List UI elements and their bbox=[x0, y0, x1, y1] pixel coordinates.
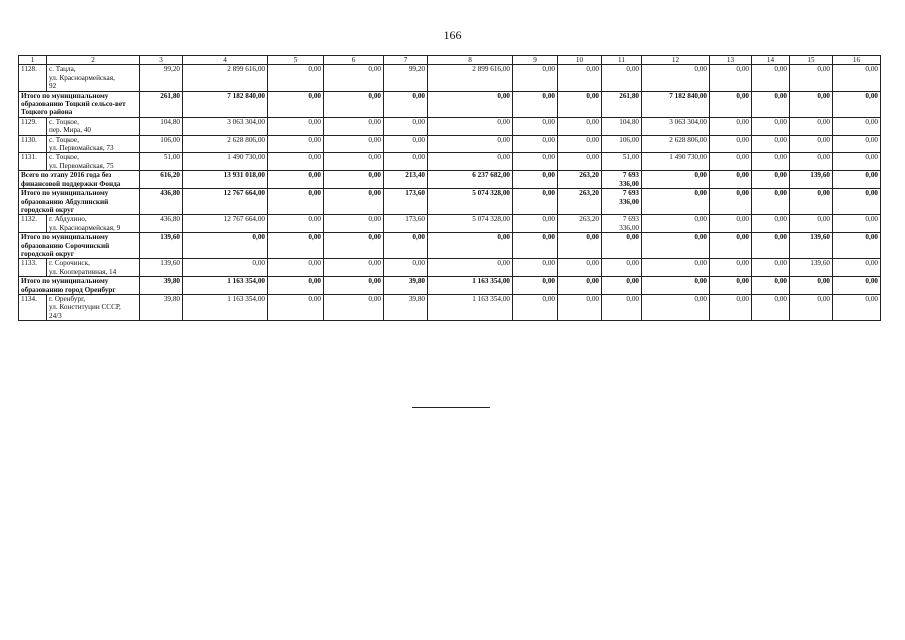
value-cell-col-10: 0,00 bbox=[558, 233, 602, 259]
value-cell-col-15: 0,00 bbox=[790, 215, 833, 233]
value-cell-col-11: 106,00 bbox=[602, 135, 642, 153]
value-cell-col-4: 13 931 018,00 bbox=[183, 171, 268, 189]
value-cell-col-14: 0,00 bbox=[752, 233, 790, 259]
total-label: Итого по муниципальному образованию город Оренбург bbox=[19, 277, 140, 295]
value-cell-col-15: 0,00 bbox=[790, 91, 833, 117]
value-cell-col-15: 0,00 bbox=[790, 294, 833, 320]
column-header-16: 16 bbox=[833, 56, 881, 65]
value-cell-col-6: 0,00 bbox=[324, 215, 384, 233]
value-cell-col-5: 0,00 bbox=[268, 91, 324, 117]
value-cell-col-8: 5 074 328,00 bbox=[428, 189, 513, 215]
column-header-10: 10 bbox=[558, 56, 602, 65]
address-cell: г. Оренбург, ул. Конституции СССР, 24/3 bbox=[47, 294, 140, 320]
column-header-5: 5 bbox=[268, 56, 324, 65]
column-header-1: 1 bbox=[19, 56, 47, 65]
value-cell-col-10: 0,00 bbox=[558, 135, 602, 153]
value-cell-col-15: 139,60 bbox=[790, 171, 833, 189]
value-cell-col-14: 0,00 bbox=[752, 294, 790, 320]
value-cell-col-16: 0,00 bbox=[833, 153, 881, 171]
value-cell-col-14: 0,00 bbox=[752, 135, 790, 153]
table-row bbox=[19, 215, 881, 233]
total-row bbox=[19, 233, 881, 259]
value-cell-col-15: 0,00 bbox=[790, 135, 833, 153]
value-cell-col-16: 0,00 bbox=[833, 294, 881, 320]
value-cell-col-4: 2 899 616,00 bbox=[183, 65, 268, 91]
value-cell-col-16: 0,00 bbox=[833, 233, 881, 259]
value-cell-col-13: 0,00 bbox=[710, 294, 752, 320]
value-cell-col-7: 99,20 bbox=[384, 65, 428, 91]
value-cell-col-13: 0,00 bbox=[710, 135, 752, 153]
value-cell-col-14: 0,00 bbox=[752, 259, 790, 277]
value-cell-col-9: 0,00 bbox=[513, 277, 558, 295]
value-cell-col-12: 2 628 806,00 bbox=[642, 135, 710, 153]
value-cell-col-16: 0,00 bbox=[833, 171, 881, 189]
value-cell-col-6: 0,00 bbox=[324, 233, 384, 259]
value-cell-col-12: 0,00 bbox=[642, 215, 710, 233]
value-cell-col-8: 6 237 682,00 bbox=[428, 171, 513, 189]
value-cell-col-4: 12 767 664,00 bbox=[183, 189, 268, 215]
value-cell-col-15: 139,60 bbox=[790, 233, 833, 259]
column-header-13: 13 bbox=[710, 56, 752, 65]
value-cell-col-7: 0,00 bbox=[384, 135, 428, 153]
value-cell-col-9: 0,00 bbox=[513, 91, 558, 117]
value-cell-col-11: 104,80 bbox=[602, 117, 642, 135]
value-cell-col-7: 173,60 bbox=[384, 189, 428, 215]
value-cell-col-12: 1 490 730,00 bbox=[642, 153, 710, 171]
column-header-12: 12 bbox=[642, 56, 710, 65]
row-number: 1130. bbox=[19, 135, 47, 153]
value-cell-col-16: 0,00 bbox=[833, 259, 881, 277]
value-cell-col-5: 0,00 bbox=[268, 215, 324, 233]
value-cell-col-9: 0,00 bbox=[513, 153, 558, 171]
value-cell-col-3: 51,00 bbox=[140, 153, 183, 171]
value-cell-col-10: 0,00 bbox=[558, 117, 602, 135]
value-cell-col-6: 0,00 bbox=[324, 117, 384, 135]
value-cell-col-15: 0,00 bbox=[790, 117, 833, 135]
value-cell-col-15: 139,60 bbox=[790, 259, 833, 277]
value-cell-col-10: 0,00 bbox=[558, 294, 602, 320]
value-cell-col-4: 3 063 304,00 bbox=[183, 117, 268, 135]
value-cell-col-10: 0,00 bbox=[558, 91, 602, 117]
total-label: Итого по муниципальному образованию Тоцкий сельсо-вет Тоцкого района bbox=[19, 91, 140, 117]
value-cell-col-6: 0,00 bbox=[324, 277, 384, 295]
value-cell-col-3: 104,80 bbox=[140, 117, 183, 135]
value-cell-col-11: 0,00 bbox=[602, 259, 642, 277]
value-cell-col-12: 7 182 840,00 bbox=[642, 91, 710, 117]
value-cell-col-3: 39,80 bbox=[140, 294, 183, 320]
value-cell-col-11: 0,00 bbox=[602, 233, 642, 259]
value-cell-col-13: 0,00 bbox=[710, 277, 752, 295]
value-cell-col-13: 0,00 bbox=[710, 259, 752, 277]
value-cell-col-4: 7 182 840,00 bbox=[183, 91, 268, 117]
total-label: Всего по этапу 2016 года без финансовой поддержки Фонда bbox=[19, 171, 140, 189]
value-cell-col-7: 213,40 bbox=[384, 171, 428, 189]
value-cell-col-7: 0,00 bbox=[384, 153, 428, 171]
value-cell-col-9: 0,00 bbox=[513, 294, 558, 320]
value-cell-col-5: 0,00 bbox=[268, 135, 324, 153]
value-cell-col-7: 39,80 bbox=[384, 277, 428, 295]
value-cell-col-6: 0,00 bbox=[324, 189, 384, 215]
total-label: Итого по муниципальному образованию Сорочинский городской округ bbox=[19, 233, 140, 259]
value-cell-col-3: 139,60 bbox=[140, 259, 183, 277]
value-cell-col-8: 1 163 354,00 bbox=[428, 277, 513, 295]
row-number: 1128. bbox=[19, 65, 47, 91]
value-cell-col-12: 3 063 304,00 bbox=[642, 117, 710, 135]
value-cell-col-15: 0,00 bbox=[790, 153, 833, 171]
value-cell-col-13: 0,00 bbox=[710, 215, 752, 233]
value-cell-col-3: 261,80 bbox=[140, 91, 183, 117]
value-cell-col-14: 0,00 bbox=[752, 91, 790, 117]
table-row bbox=[19, 135, 881, 153]
value-cell-col-11: 0,00 bbox=[602, 65, 642, 91]
value-cell-col-5: 0,00 bbox=[268, 117, 324, 135]
value-cell-col-15: 0,00 bbox=[790, 189, 833, 215]
value-cell-col-16: 0,00 bbox=[833, 117, 881, 135]
value-cell-col-6: 0,00 bbox=[324, 65, 384, 91]
value-cell-col-14: 0,00 bbox=[752, 117, 790, 135]
value-cell-col-13: 0,00 bbox=[710, 189, 752, 215]
address-cell: с. Тоцкое, ул. Первомайская, 73 bbox=[47, 135, 140, 153]
total-label: Итого по муниципальному образованию Абдулинский городской округ bbox=[19, 189, 140, 215]
column-header-4: 4 bbox=[183, 56, 268, 65]
value-cell-col-14: 0,00 bbox=[752, 171, 790, 189]
row-number: 1131. bbox=[19, 153, 47, 171]
value-cell-col-8: 0,00 bbox=[428, 91, 513, 117]
value-cell-col-3: 436,80 bbox=[140, 189, 183, 215]
address-cell: с. Тоцкое, ул. Первомайская, 75 bbox=[47, 153, 140, 171]
value-cell-col-8: 1 163 354,00 bbox=[428, 294, 513, 320]
value-cell-col-11: 7 693 336,00 bbox=[602, 171, 642, 189]
value-cell-col-4: 1 163 354,00 bbox=[183, 294, 268, 320]
value-cell-col-9: 0,00 bbox=[513, 65, 558, 91]
value-cell-col-11: 0,00 bbox=[602, 294, 642, 320]
value-cell-col-3: 39,80 bbox=[140, 277, 183, 295]
value-cell-col-9: 0,00 bbox=[513, 135, 558, 153]
value-cell-col-15: 0,00 bbox=[790, 65, 833, 91]
value-cell-col-9: 0,00 bbox=[513, 259, 558, 277]
value-cell-col-8: 0,00 bbox=[428, 233, 513, 259]
value-cell-col-12: 0,00 bbox=[642, 171, 710, 189]
value-cell-col-14: 0,00 bbox=[752, 65, 790, 91]
value-cell-col-3: 616,20 bbox=[140, 171, 183, 189]
value-cell-col-6: 0,00 bbox=[324, 135, 384, 153]
column-header-9: 9 bbox=[513, 56, 558, 65]
table-row bbox=[19, 65, 881, 91]
row-number: 1132. bbox=[19, 215, 47, 233]
value-cell-col-12: 0,00 bbox=[642, 233, 710, 259]
value-cell-col-9: 0,00 bbox=[513, 189, 558, 215]
value-cell-col-11: 0,00 bbox=[602, 277, 642, 295]
row-number: 1134. bbox=[19, 294, 47, 320]
value-cell-col-8: 0,00 bbox=[428, 117, 513, 135]
value-cell-col-7: 0,00 bbox=[384, 259, 428, 277]
value-cell-col-11: 261,80 bbox=[602, 91, 642, 117]
footer-rule bbox=[412, 407, 490, 408]
value-cell-col-13: 0,00 bbox=[710, 153, 752, 171]
value-cell-col-5: 0,00 bbox=[268, 277, 324, 295]
value-cell-col-5: 0,00 bbox=[268, 189, 324, 215]
value-cell-col-9: 0,00 bbox=[513, 233, 558, 259]
value-cell-col-10: 0,00 bbox=[558, 153, 602, 171]
value-cell-col-5: 0,00 bbox=[268, 65, 324, 91]
value-cell-col-6: 0,00 bbox=[324, 91, 384, 117]
address-cell: с. Тацла, ул. Красноармейская, 92 bbox=[47, 65, 140, 91]
column-header-7: 7 bbox=[384, 56, 428, 65]
value-cell-col-4: 1 163 354,00 bbox=[183, 277, 268, 295]
table-row bbox=[19, 117, 881, 135]
value-cell-col-11: 7 693 336,00 bbox=[602, 215, 642, 233]
column-header-11: 11 bbox=[602, 56, 642, 65]
value-cell-col-10: 263,20 bbox=[558, 215, 602, 233]
value-cell-col-6: 0,00 bbox=[324, 153, 384, 171]
value-cell-col-7: 39,80 bbox=[384, 294, 428, 320]
value-cell-col-13: 0,00 bbox=[710, 65, 752, 91]
value-cell-col-16: 0,00 bbox=[833, 277, 881, 295]
value-cell-col-13: 0,00 bbox=[710, 117, 752, 135]
value-cell-col-12: 0,00 bbox=[642, 189, 710, 215]
table-header-row bbox=[19, 56, 881, 65]
value-cell-col-4: 1 490 730,00 bbox=[183, 153, 268, 171]
value-cell-col-16: 0,00 bbox=[833, 91, 881, 117]
value-cell-col-7: 0,00 bbox=[384, 117, 428, 135]
value-cell-col-12: 0,00 bbox=[642, 294, 710, 320]
value-cell-col-8: 2 899 616,00 bbox=[428, 65, 513, 91]
value-cell-col-10: 0,00 bbox=[558, 277, 602, 295]
value-cell-col-11: 7 693 336,00 bbox=[602, 189, 642, 215]
value-cell-col-4: 0,00 bbox=[183, 259, 268, 277]
row-number: 1133. bbox=[19, 259, 47, 277]
value-cell-col-4: 0,00 bbox=[183, 233, 268, 259]
value-cell-col-10: 263,20 bbox=[558, 171, 602, 189]
value-cell-col-11: 51,00 bbox=[602, 153, 642, 171]
value-cell-col-3: 139,60 bbox=[140, 233, 183, 259]
value-cell-col-6: 0,00 bbox=[324, 294, 384, 320]
row-number: 1129. bbox=[19, 117, 47, 135]
value-cell-col-10: 0,00 bbox=[558, 259, 602, 277]
value-cell-col-6: 0,00 bbox=[324, 171, 384, 189]
address-cell: с. Тоцкое, пер. Мира, 40 bbox=[47, 117, 140, 135]
table-row bbox=[19, 294, 881, 320]
column-header-15: 15 bbox=[790, 56, 833, 65]
column-header-6: 6 bbox=[324, 56, 384, 65]
value-cell-col-13: 0,00 bbox=[710, 171, 752, 189]
value-cell-col-7: 173,60 bbox=[384, 215, 428, 233]
value-cell-col-10: 0,00 bbox=[558, 65, 602, 91]
data-table bbox=[18, 55, 881, 321]
table-body bbox=[19, 65, 881, 321]
total-row bbox=[19, 91, 881, 117]
value-cell-col-5: 0,00 bbox=[268, 153, 324, 171]
value-cell-col-16: 0,00 bbox=[833, 215, 881, 233]
value-cell-col-5: 0,00 bbox=[268, 171, 324, 189]
value-cell-col-10: 263,20 bbox=[558, 189, 602, 215]
value-cell-col-4: 2 628 806,00 bbox=[183, 135, 268, 153]
column-header-14: 14 bbox=[752, 56, 790, 65]
value-cell-col-5: 0,00 bbox=[268, 233, 324, 259]
value-cell-col-14: 0,00 bbox=[752, 153, 790, 171]
column-header-2: 2 bbox=[47, 56, 140, 65]
value-cell-col-12: 0,00 bbox=[642, 259, 710, 277]
value-cell-col-6: 0,00 bbox=[324, 259, 384, 277]
value-cell-col-3: 106,00 bbox=[140, 135, 183, 153]
value-cell-col-15: 0,00 bbox=[790, 277, 833, 295]
address-cell: г. Абдулино, ул. Красноармейская, 9 bbox=[47, 215, 140, 233]
value-cell-col-13: 0,00 bbox=[710, 233, 752, 259]
value-cell-col-13: 0,00 bbox=[710, 91, 752, 117]
total-row bbox=[19, 189, 881, 215]
value-cell-col-16: 0,00 bbox=[833, 135, 881, 153]
value-cell-col-7: 0,00 bbox=[384, 233, 428, 259]
value-cell-col-8: 0,00 bbox=[428, 153, 513, 171]
value-cell-col-5: 0,00 bbox=[268, 294, 324, 320]
value-cell-col-9: 0,00 bbox=[513, 171, 558, 189]
value-cell-col-12: 0,00 bbox=[642, 277, 710, 295]
total-row bbox=[19, 277, 881, 295]
value-cell-col-5: 0,00 bbox=[268, 259, 324, 277]
column-header-8: 8 bbox=[428, 56, 513, 65]
value-cell-col-4: 12 767 664,00 bbox=[183, 215, 268, 233]
value-cell-col-14: 0,00 bbox=[752, 277, 790, 295]
table-row bbox=[19, 259, 881, 277]
value-cell-col-9: 0,00 bbox=[513, 215, 558, 233]
value-cell-col-8: 0,00 bbox=[428, 135, 513, 153]
value-cell-col-3: 99,20 bbox=[140, 65, 183, 91]
address-cell: г. Сорочинск, ул. Кооперативная, 14 bbox=[47, 259, 140, 277]
value-cell-col-14: 0,00 bbox=[752, 189, 790, 215]
value-cell-col-8: 5 074 328,00 bbox=[428, 215, 513, 233]
value-cell-col-3: 436,80 bbox=[140, 215, 183, 233]
value-cell-col-9: 0,00 bbox=[513, 117, 558, 135]
value-cell-col-14: 0,00 bbox=[752, 215, 790, 233]
value-cell-col-16: 0,00 bbox=[833, 189, 881, 215]
value-cell-col-16: 0,00 bbox=[833, 65, 881, 91]
total-row bbox=[19, 171, 881, 189]
value-cell-col-8: 0,00 bbox=[428, 259, 513, 277]
table-row bbox=[19, 153, 881, 171]
page-number: 166 bbox=[443, 28, 462, 42]
value-cell-col-12: 0,00 bbox=[642, 65, 710, 91]
value-cell-col-7: 0,00 bbox=[384, 91, 428, 117]
column-header-3: 3 bbox=[140, 56, 183, 65]
